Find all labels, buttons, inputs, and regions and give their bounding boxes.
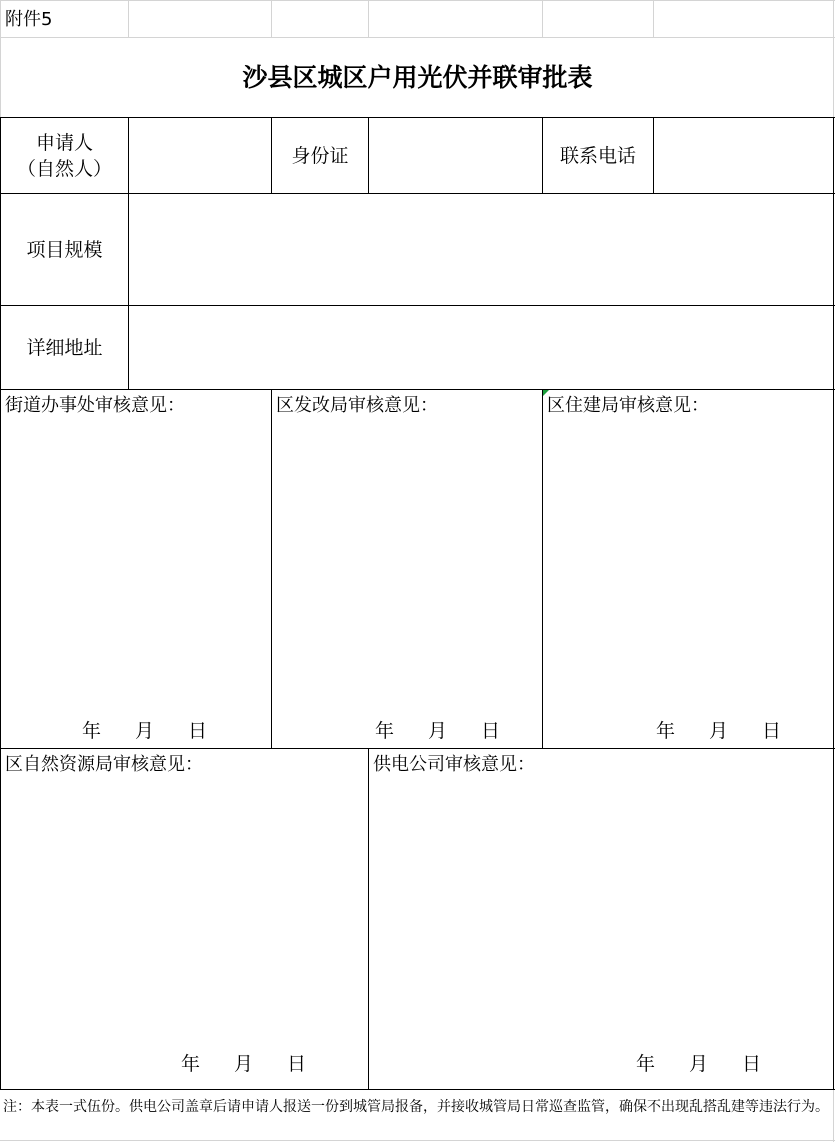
project-scale-label: 项目规模 <box>26 238 103 261</box>
power-company-review-heading: 供电公司审核意见： <box>373 754 535 775</box>
month-label: 月 <box>709 720 729 742</box>
footnote: 注：本表一式伍份。供电公司盖章后请申请人报送一份到城管局报备，并接收城管局日常巡查监管，确保不出现乱搭乱建等违法行为。 <box>3 1099 829 1115</box>
year-label: 年 <box>656 720 676 742</box>
street-office-opinion[interactable] <box>5 430 265 700</box>
month-label: 月 <box>428 720 448 742</box>
street-office-review-date <box>82 716 207 743</box>
year-label: 年 <box>82 720 102 742</box>
natural-resources-review-date <box>181 1049 306 1076</box>
housing-construction-review-date <box>656 716 781 743</box>
day-label: 日 <box>287 1053 307 1075</box>
applicant-sublabel: （自然人） <box>16 157 112 180</box>
natural-resources-review-heading: 区自然资源局审核意见： <box>5 754 203 775</box>
phone-label: 联系电话 <box>559 144 636 167</box>
year-label: 年 <box>636 1053 656 1075</box>
address-label: 详细地址 <box>26 336 103 359</box>
id-card-label: 身份证 <box>291 144 349 167</box>
project-scale-field[interactable] <box>129 194 833 305</box>
form-title: 沙县区城区户用光伏并联审批表 <box>242 62 593 92</box>
address-field[interactable] <box>129 306 833 389</box>
natural-resources-review-box[interactable] <box>1 749 368 1089</box>
day-label: 日 <box>762 720 782 742</box>
housing-construction-review-box[interactable] <box>543 390 833 748</box>
month-label: 月 <box>135 720 155 742</box>
year-label: 年 <box>181 1053 201 1075</box>
development-reform-review-box[interactable] <box>272 390 542 748</box>
annex-label: 附件5 <box>5 9 53 30</box>
year-label: 年 <box>375 720 395 742</box>
day-label: 日 <box>188 720 208 742</box>
month-label: 月 <box>689 1053 709 1075</box>
natural-resources-opinion[interactable] <box>5 789 362 1039</box>
day-label: 日 <box>481 720 501 742</box>
applicant-field[interactable] <box>129 118 271 193</box>
phone-field[interactable] <box>654 118 833 193</box>
day-label: 日 <box>742 1053 762 1075</box>
housing-construction-opinion[interactable] <box>547 430 827 700</box>
applicant-label-cell <box>1 118 128 193</box>
id-card-field[interactable] <box>369 118 542 193</box>
development-reform-opinion[interactable] <box>276 430 536 700</box>
street-office-review-box[interactable] <box>1 390 271 748</box>
power-company-review-box[interactable] <box>369 749 833 1089</box>
development-reform-review-date <box>375 716 500 743</box>
power-company-review-date <box>636 1049 761 1076</box>
housing-construction-review-heading: 区住建局审核意见： <box>547 395 709 416</box>
power-company-opinion[interactable] <box>373 789 827 1039</box>
applicant-label: 申请人 <box>35 131 93 154</box>
street-office-review-heading: 街道办事处审核意见： <box>5 395 185 416</box>
development-reform-review-heading: 区发改局审核意见： <box>276 395 438 416</box>
month-label: 月 <box>234 1053 254 1075</box>
